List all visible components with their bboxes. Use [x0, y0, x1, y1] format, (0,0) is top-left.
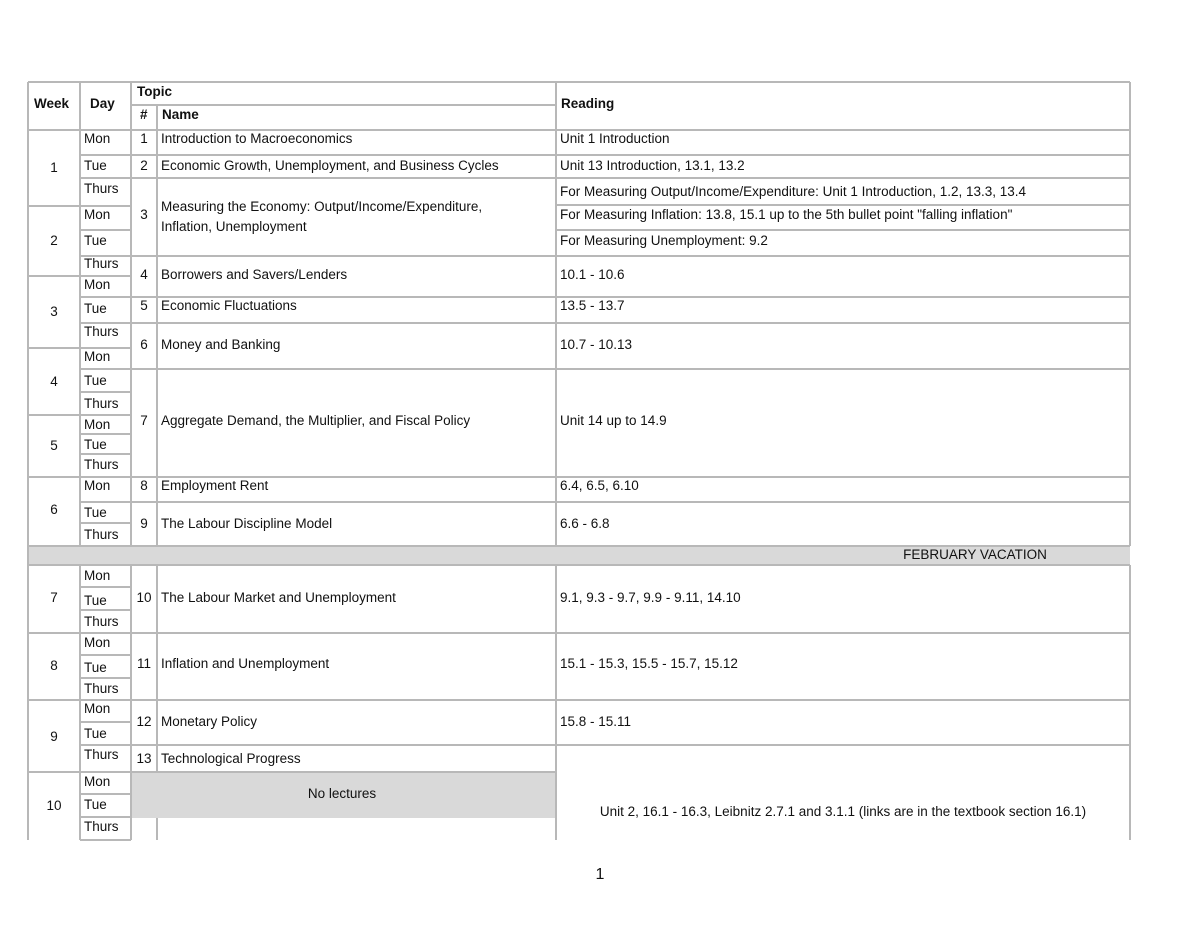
header-topic-name: Name	[162, 107, 199, 122]
topic-name: Employment Rent	[161, 478, 269, 493]
topic-number: 6	[140, 337, 148, 352]
topic-name-column	[161, 131, 499, 766]
topic-name: Money and Banking	[161, 337, 281, 352]
day-label: Tue	[84, 660, 107, 675]
day-label: Tue	[84, 158, 107, 173]
day-label: Tue	[84, 437, 107, 452]
reading-text: 15.8 - 15.11	[560, 714, 632, 729]
topic-number: 12	[136, 714, 152, 729]
reading-text: For Measuring Unemployment: 9.2	[560, 233, 768, 248]
week-column	[46, 160, 61, 813]
week-number: 9	[50, 729, 58, 744]
topic-name: Economic Fluctuations	[161, 298, 297, 313]
day-label: Mon	[84, 277, 111, 292]
topic-name: Inflation, Unemployment	[161, 219, 307, 234]
header-day: Day	[90, 96, 115, 111]
topic-number: 4	[140, 267, 148, 282]
topic-number: 7	[140, 413, 148, 428]
week-number: 10	[46, 798, 62, 813]
day-label: Mon	[84, 774, 111, 789]
topic-number: 10	[136, 590, 152, 605]
topic-name: The Labour Market and Unemployment	[161, 590, 396, 605]
week-number: 2	[50, 233, 58, 248]
reading-text: 6.4, 6.5, 6.10	[560, 478, 639, 493]
week-number: 8	[50, 658, 58, 673]
day-label: Tue	[84, 797, 107, 812]
reading-text: 9.1, 9.3 - 9.7, 9.9 - 9.11, 14.10	[560, 590, 741, 605]
topic-name: Measuring the Economy: Output/Income/Expenditure,	[161, 199, 483, 214]
reading-text: Unit 1 Introduction	[560, 131, 670, 146]
topic-number: 1	[140, 131, 148, 146]
day-label: Thurs	[84, 681, 119, 696]
topic-number: 13	[136, 751, 152, 766]
week-number: 1	[50, 160, 58, 175]
reading-text: 10.7 - 10.13	[560, 337, 633, 352]
day-label: Mon	[84, 417, 111, 432]
week-number: 7	[50, 590, 58, 605]
reading-text: Unit 14 up to 14.9	[560, 413, 667, 428]
day-label: Thurs	[84, 457, 119, 472]
day-label: Mon	[84, 568, 111, 583]
day-label: Thurs	[84, 747, 119, 762]
day-label: Thurs	[84, 527, 119, 542]
day-label: Thurs	[84, 614, 119, 629]
day-label: Thurs	[84, 396, 119, 411]
topic-name: Borrowers and Savers/Lenders	[161, 267, 348, 282]
topic-name: Technological Progress	[161, 751, 301, 766]
day-label: Tue	[84, 593, 107, 608]
reading-text: For Measuring Output/Income/Expenditure: Unit 1 Introduction, 1.2, 13.3, 13.4	[560, 184, 1027, 199]
day-label: Tue	[84, 505, 107, 520]
topic-number: 9	[140, 516, 148, 531]
day-label: Thurs	[84, 256, 119, 271]
topic-name: Inflation and Unemployment	[161, 656, 330, 671]
reading-column	[560, 131, 1086, 819]
header-topic: Topic	[137, 84, 172, 99]
no-lectures-label: No lectures	[307, 786, 377, 801]
reading-text: 6.6 - 6.8	[560, 516, 610, 531]
week-number: 3	[50, 304, 58, 319]
day-label: Mon	[84, 207, 111, 222]
vacation-label: FEBRUARY VACATION	[903, 547, 1047, 562]
day-label: Thurs	[84, 324, 119, 339]
day-label: Thurs	[84, 819, 119, 834]
page-number: 1	[595, 866, 605, 883]
reading-text: 13.5 - 13.7	[560, 298, 625, 313]
reading-text: 10.1 - 10.6	[560, 267, 625, 282]
day-label: Tue	[84, 301, 107, 316]
week-number: 5	[50, 438, 58, 453]
day-label: Thurs	[84, 181, 119, 196]
week-number: 4	[50, 374, 58, 389]
day-column	[84, 131, 119, 834]
topic-number: 3	[140, 207, 148, 222]
day-label: Mon	[84, 635, 111, 650]
day-label: Tue	[84, 233, 107, 248]
topic-name: Monetary Policy	[161, 714, 258, 729]
day-label: Mon	[84, 131, 111, 146]
day-label: Tue	[84, 373, 107, 388]
topic-name: Aggregate Demand, the Multiplier, and Fiscal Policy	[161, 413, 471, 428]
topic-name: The Labour Discipline Model	[161, 516, 333, 531]
topic-number: 8	[140, 478, 148, 493]
day-label: Mon	[84, 478, 111, 493]
reading-text: Unit 13 Introduction, 13.1, 13.2	[560, 158, 745, 173]
topic-name: Introduction to Macroeconomics	[161, 131, 353, 146]
topic-number-column	[136, 131, 151, 766]
day-label: Tue	[84, 726, 107, 741]
reading-text: 15.1 - 15.3, 15.5 - 15.7, 15.12	[560, 656, 738, 671]
topic-number: 5	[140, 298, 148, 313]
day-label: Mon	[84, 349, 111, 364]
header-week: Week	[34, 96, 70, 111]
topic-number: 11	[136, 656, 152, 671]
day-label: Mon	[84, 701, 111, 716]
header-topic-number: #	[140, 107, 148, 122]
topic-number: 2	[140, 158, 148, 173]
topic-name: Economic Growth, Unemployment, and Business Cycles	[161, 158, 499, 173]
reading-text: Unit 2, 16.1 - 16.3, Leibnitz 2.7.1 and 3.1.1 (links are in the textbook section 16.1)	[599, 804, 1087, 819]
week-number: 6	[50, 502, 58, 517]
reading-text: For Measuring Inflation: 13.8, 15.1 up to the 5th bullet point "falling inflation"	[560, 207, 1013, 222]
header-reading: Reading	[561, 96, 615, 111]
